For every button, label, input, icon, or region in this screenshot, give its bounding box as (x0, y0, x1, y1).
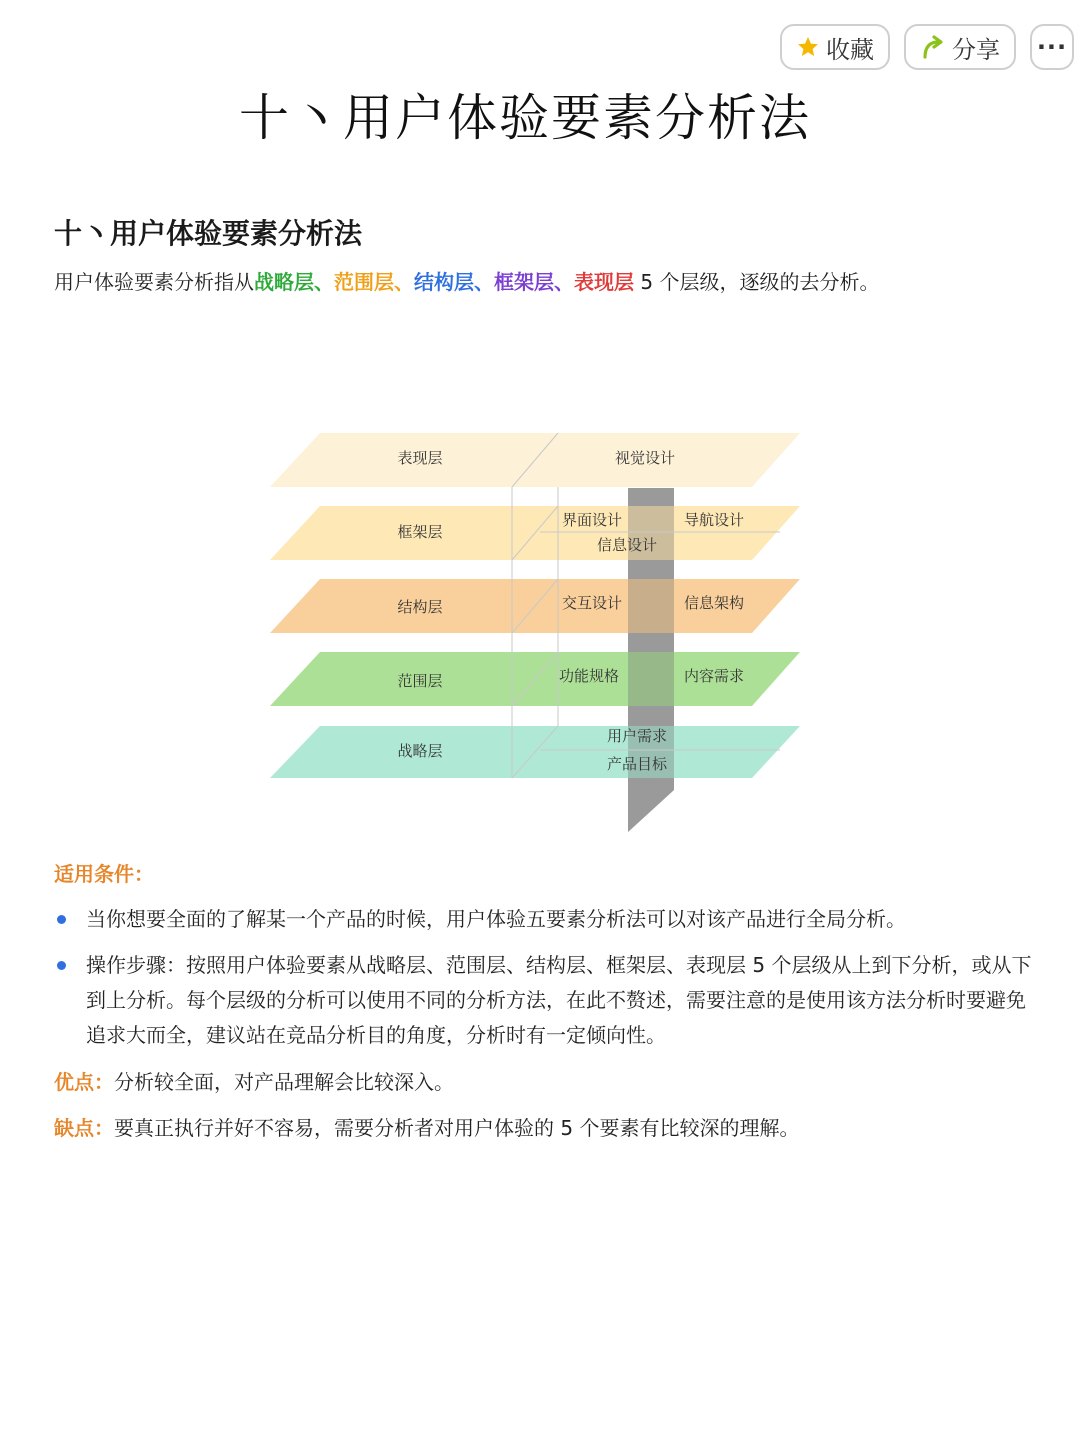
cons-label: 缺点： (54, 1116, 114, 1140)
top-actions (780, 24, 1074, 70)
list-item: 操作步骤：按照用户体验要素从战略层、范围层、结构层、框架层、表现层 5 个层级从上到下分析，或从下到上分析。每个层级的分析可以使用不同的分析方法，在此不赘述，需要注意的是使用该方法分析时要避免追求大而全，建议站在竞品分析目的角度，分析时有一定倾向性。 (54, 948, 1034, 1053)
item-functional-specs: 功能规格 (558, 667, 620, 685)
layer-label-skeleton: 框架层 (397, 523, 443, 541)
layer-label-strategy: 战略层 (397, 742, 443, 760)
keyword-surface: 表现层 (574, 270, 634, 294)
layer-label-surface: 表现层 (397, 449, 443, 467)
intro-paragraph (54, 266, 879, 295)
intro-suffix: 5 个层级，逐级的去分析。 (634, 270, 880, 294)
item-content-requirements: 内容需求 (683, 667, 745, 685)
cons-line (54, 1112, 799, 1141)
share-label: 分享 (952, 35, 1000, 64)
keyword-scope: 范围层、 (334, 270, 414, 294)
more-button[interactable] (1030, 24, 1074, 70)
section-title: 十丶用户体验要素分析法 (54, 217, 363, 250)
cons-text: 要真正执行并好不容易，需要分析者对用户体验的 5 个要素有比较深的理解。 (114, 1116, 800, 1140)
more-icon: ··· (1036, 33, 1068, 61)
favorite-label: 收藏 (826, 35, 874, 64)
item-information-design: 信息设计 (596, 536, 658, 554)
page-title: 十丶用户体验要素分析法 (239, 89, 811, 147)
item-user-needs: 用户需求 (606, 727, 668, 745)
share-arrow-icon (920, 34, 946, 60)
star-icon (796, 35, 820, 59)
keyword-structure: 结构层、 (414, 270, 494, 294)
share-button[interactable] (904, 24, 1016, 70)
keyword-strategy: 战略层、 (254, 270, 334, 294)
keyword-skeleton: 框架层、 (494, 270, 574, 294)
item-information-architecture: 信息架构 (683, 594, 745, 612)
favorite-button[interactable] (780, 24, 890, 70)
pros-label: 优点： (54, 1070, 114, 1094)
item-navigation-design: 导航设计 (683, 511, 745, 529)
list-item: 当你想要全面的了解某一个产品的时候，用户体验五要素分析法可以对该产品进行全局分析。 (54, 902, 1034, 937)
item-visual-design: 视觉设计 (614, 449, 676, 467)
layer-label-scope: 范围层 (397, 672, 443, 690)
item-product-objectives: 产品目标 (606, 755, 668, 773)
item-interface-design: 界面设计 (561, 511, 623, 529)
layer-label-structure: 结构层 (397, 598, 443, 616)
item-interaction-design: 交互设计 (561, 594, 623, 612)
intro-prefix: 用户体验要素分析指从 (54, 270, 254, 294)
conditions-list (54, 902, 1034, 1064)
pros-text: 分析较全面，对产品理解会比较深入。 (114, 1070, 454, 1094)
ux-elements-diagram (262, 430, 812, 840)
pros-line (54, 1066, 454, 1095)
conditions-title: 适用条件： (54, 862, 154, 886)
